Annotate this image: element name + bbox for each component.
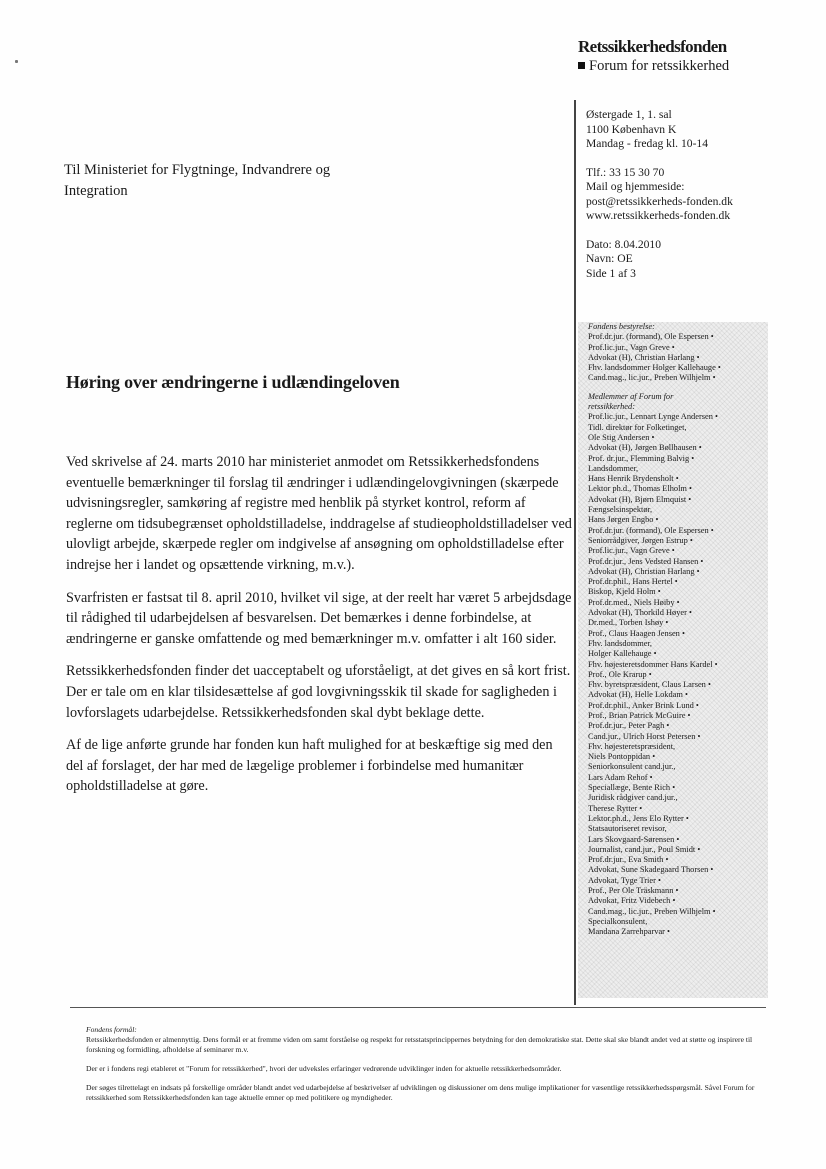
sidebar-entry: Cand.jur., Ulrich Horst Petersen •: [588, 731, 701, 741]
sidebar-entry: Prof. dr.jur., Flemming Balvig •: [588, 453, 695, 463]
sidebar-entry: Prof.dr.jur., Jens Vedsted Hansen •: [588, 556, 704, 566]
recipient: Til Ministeriet for Flygtninge, Indvandrere og Integration: [64, 162, 331, 199]
sidebar-entry: Statsautoriseret revisor,: [588, 824, 667, 834]
org-name: Retssikkerhedsfonden: [578, 37, 727, 56]
contact-block: [586, 108, 733, 281]
sidebar-entry: Prof.dr.jur. (formand), Ole Espersen •: [588, 525, 714, 535]
sidebar-entry: Seniorkonsulent cand.jur.,: [588, 762, 676, 772]
sidebar-entry: Advokat, Tyge Trier •: [588, 875, 661, 885]
footer-paragraph: Der er i fondens regi etableret et "Forum for retssikkerhed", hvori der udveksles erfaringer vedrørende udviklinger inden for aktuelle retssikkerhedsområder.: [86, 1064, 562, 1073]
footer-rule: [70, 1007, 766, 1008]
board-list: [588, 332, 768, 383]
footer-heading: Fondens formål:: [86, 1025, 137, 1034]
sidebar-entry: Lars Skovgaard-Sørensen •: [588, 834, 680, 844]
sidebar-entry: Mandana Zarrehparvar •: [588, 927, 670, 937]
address-line: Østergade 1, 1. sal: [586, 108, 672, 121]
sidebar-entry: Advokat (H), Bjørn Elmquist •: [588, 494, 692, 504]
address-line: Mandag - fredag kl. 10-14: [586, 137, 709, 150]
sidebar-entry: Prof.dr.med., Niels Høiby •: [588, 597, 680, 607]
sidebar-entry: Lars Adam Rehof •: [588, 772, 653, 782]
sidebar-entry: Tidl. direktør for Folketinget,: [588, 422, 687, 432]
sidebar-entry: Therese Rytter •: [588, 803, 643, 813]
sidebar-entry: Dr.med., Torben Ishøy •: [588, 618, 669, 628]
sidebar-entry: Prof.dr.jur. (formand), Ole Espersen •: [588, 332, 714, 342]
address-line: 1100 København K: [586, 122, 677, 136]
subject-heading: Høring over ændringerne i udlændingeloven: [66, 372, 400, 392]
sidebar-entry: Prof.dr.jur., Peter Pagh •: [588, 721, 670, 731]
sidebar-entry: Fhv. højesteretspræsident,: [588, 741, 676, 751]
paragraph: Ved skrivelse af 24. marts 2010 har ministeriet anmodet om Retssikkerhedsfondens eventuelle bemærkninger til forslag til ændringer i udlændingelovgivningen (skærpede udvisningsregler, samkøring af registre med henblik på styrket kontrol, reform af reglerne om tidsubegrænset opholdstilladelse, inddragelse af studieopholdstilladelser ved ulovligt arbejde, skærpede regler om indgivelse af ansøgning om opholdstilladelse efter indrejse her i landet og opsættende virkning, m.v.).: [66, 454, 572, 573]
org-subtitle-text: Forum for retssikkerhed: [589, 58, 730, 74]
scan-speck: [15, 60, 18, 63]
sidebar-entry: Prof.dr.phil., Anker Brink Lund •: [588, 700, 699, 710]
phone: Tlf.: 33 15 30 70: [586, 165, 665, 179]
sidebar-entry: Lektor ph.d., Thomas Elholm •: [588, 484, 692, 494]
sidebar-entry: Fængselsinspektør,: [588, 505, 653, 515]
square-bullet-icon: [578, 62, 585, 69]
sidebar-entry: Advokat, Sune Skadegaard Thorsen •: [588, 865, 714, 875]
footer-paragraph: Der søges tilrettelagt en indsats på forskellige områder blandt andet ved udarbejdelse af beskrivelser af udviklingen og diskussioner om dens mulige implikationer for væsentlige retssikkerhedsspørgsmål. Såvel Forum for retssikkerhed som Retssikkerhedsfonden kan tage aktuelle emner op med politikere og myndigheder.: [86, 1083, 755, 1102]
sidebar-entry: Niels Pontoppidan •: [588, 752, 656, 762]
org-subtitle: [578, 58, 729, 75]
sidebar-entry: Advokat (H), Helle Lokdam •: [588, 690, 688, 700]
footer-paragraph: Retssikkerhedsfonden er almennyttig. Dens formål er at fremme viden om samt forståelse og respekt for retsstatsprincippernes betydning for den demokratiske stat. Dette skal ske blandt andet ved at støtte og inspirere til forskning og formidling, afholdelse af seminarer m.v.: [86, 1035, 753, 1054]
paragraph: Retssikkerhedsfonden finder det uacceptabelt og uforståeligt, at det gives en så kort frist. Der er tale om en klar tilsidesættelse af god lovgivningsskik til skade for sagligheden i lovforslagets udarbejdelse. Retssikkerhedsfonden skal dybt beklage dette.: [66, 663, 571, 721]
members-list: [588, 412, 768, 937]
sidebar-entry: Advokat (H), Thorkild Høyer •: [588, 608, 692, 618]
board-heading: Fondens bestyrelse:: [588, 322, 655, 331]
sidebar-entry: Advokat (H), Jørgen Bøllhausen •: [588, 443, 702, 453]
sidebar-entry: Prof., Ole Krarup •: [588, 669, 652, 679]
sidebar-entry: Prof., Per Ole Träskmann •: [588, 886, 679, 896]
sidebar-entry: Hans Jørgen Engbo •: [588, 515, 659, 525]
sidebar-entry: Advokat (H), Christian Harlang •: [588, 352, 700, 362]
sidebar-entry: Prof.lic.jur., Vagn Greve •: [588, 546, 675, 556]
website: www.retssikkerheds-fonden.dk: [586, 209, 731, 222]
members-heading: Medlemmer af Forum for retssikkerhed:: [588, 391, 674, 412]
sidebar-entry: Fhv. byretspræsident, Claus Larsen •: [588, 680, 711, 690]
author-name: Navn: OE: [586, 252, 633, 265]
sidebar-entry: Lektor.ph.d., Jens Elo Rytter •: [588, 813, 689, 823]
web-label: Mail og hjemmeside:: [586, 180, 685, 193]
sidebar-entry: Prof.dr.jur., Eva Smith •: [588, 855, 669, 865]
sidebar-entry: Landsdommer,: [588, 463, 639, 473]
sidebar-entry: Prof.dr.phil., Hans Hertel •: [588, 577, 678, 587]
footer: [86, 1025, 766, 1112]
sidebar-entry: Prof., Brian Patrick McGuire •: [588, 710, 691, 720]
sidebar-entry: Prof., Claus Haagen Jensen •: [588, 628, 685, 638]
sidebar-entry: Specialkonsulent,: [588, 916, 648, 926]
sidebar-entry: Cand.mag., lic.jur., Preben Wilhjelm •: [588, 373, 716, 383]
sidebar-entry: Speciallæge, Bente Rich •: [588, 783, 676, 793]
sidebar-entry: Biskop, Kjeld Holm •: [588, 587, 661, 597]
sidebar-entry: Cand.mag., lic.jur., Preben Wilhjelm •: [588, 906, 716, 916]
sidebar-entry: Prof.lic.jur., Vagn Greve •: [588, 342, 675, 352]
sidebar-entry: Juridisk rådgiver cand.jur.,: [588, 793, 678, 803]
member-sidebar: [588, 322, 768, 938]
sidebar-entry: Journalist, cand.jur., Poul Smidt •: [588, 844, 701, 854]
sidebar-entry: Hans Henrik Brydensholt •: [588, 474, 679, 484]
sidebar-divider: [574, 100, 576, 1005]
paragraph: Svarfristen er fastsat til 8. april 2010, hvilket vil sige, at der reelt har været 5 arbejdsdage til rådighed til udarbejdelsen af besvarelsen. Det bemærkes i denne forbindelse, at ændringerne er ganske omfattende og med bemærkninger m.v. omfatter i alt 160 sider.: [66, 589, 572, 647]
sidebar-entry: Fhv. landsdommer Holger Kallehauge •: [588, 363, 721, 373]
email: post@retssikkerheds-fonden.dk: [586, 194, 733, 208]
sidebar-entry: Fhv. landsdommer,: [588, 638, 653, 648]
sidebar-entry: Prof.lic.jur., Lennart Lynge Andersen •: [588, 412, 718, 422]
sidebar-entry: Advokat, Fritz Videbech •: [588, 896, 676, 906]
date: Dato: 8.04.2010: [586, 237, 662, 251]
sidebar-entry: Holger Kallehauge •: [588, 649, 657, 659]
page-number: Side 1 af 3: [586, 266, 636, 280]
sidebar-entry: Ole Stig Andersen •: [588, 432, 655, 442]
sidebar-entry: Fhv. højesteretsdommer Hans Kardel •: [588, 659, 718, 669]
sidebar-entry: Seniorrådgiver, Jørgen Estrup •: [588, 535, 693, 545]
letter-body: [66, 452, 572, 809]
sidebar-entry: Advokat (H), Christian Harlang •: [588, 566, 700, 576]
paragraph: Af de lige anførte grunde har fonden kun haft mulighed for at beskæftige sig med den del af forslaget, der har med de lægelige problemer i forbindelse med humanitær opholdstilladelse at gøre.: [66, 737, 553, 795]
